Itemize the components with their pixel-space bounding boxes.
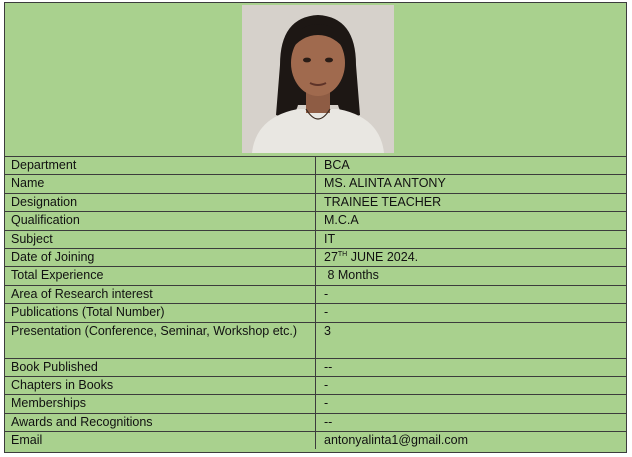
row-label: Subject xyxy=(5,230,316,248)
table-row xyxy=(5,285,626,303)
table-row xyxy=(5,358,626,376)
row-value: M.C.A xyxy=(316,212,627,230)
row-value: 3 xyxy=(316,322,627,358)
table-row xyxy=(5,376,626,394)
row-value: MS. ALINTA ANTONY xyxy=(316,175,627,193)
row-label: Memberships xyxy=(5,395,316,413)
table-row xyxy=(5,413,626,431)
table-row xyxy=(5,157,626,175)
joining-month-year: JUNE 2024. xyxy=(347,249,419,264)
table-row xyxy=(5,432,626,450)
table-row xyxy=(5,193,626,211)
row-value: -- xyxy=(316,358,627,376)
row-label: Qualification xyxy=(5,212,316,230)
row-value: BCA xyxy=(324,158,350,172)
row-value: - xyxy=(316,285,627,303)
row-value: - xyxy=(316,395,627,413)
row-value: TRAINEE TEACHER xyxy=(316,193,627,211)
row-label: Area of Research interest xyxy=(5,285,316,303)
row-label: Name xyxy=(5,175,316,193)
row-label: Book Published xyxy=(5,358,316,376)
joining-day: 27 xyxy=(324,249,338,264)
row-label: Awards and Recognitions xyxy=(5,413,316,431)
table-row xyxy=(5,322,626,358)
profile-table xyxy=(5,157,626,449)
row-value: IT xyxy=(316,230,627,248)
person-portrait-icon xyxy=(242,5,394,153)
row-label: Designation xyxy=(5,193,316,211)
row-label: Email xyxy=(5,432,316,450)
joining-day-suffix: TH xyxy=(337,250,348,258)
row-label: Total Experience xyxy=(5,267,316,285)
table-row xyxy=(5,175,626,193)
row-value: 8 Months xyxy=(316,267,627,285)
photo-cell xyxy=(5,3,626,157)
row-label: Publications (Total Number) xyxy=(5,304,316,322)
row-value xyxy=(316,248,627,266)
table-row xyxy=(5,230,626,248)
row-value: antonyalinta1@gmail.com xyxy=(316,432,627,450)
row-value: - xyxy=(316,376,627,394)
table-row xyxy=(5,212,626,230)
row-label: Chapters in Books xyxy=(5,376,316,394)
row-value: - xyxy=(316,304,627,322)
row-label: Date of Joining xyxy=(5,248,316,266)
row-label: Presentation (Conference, Seminar, Workshop etc.) xyxy=(5,322,316,358)
table-row xyxy=(5,267,626,285)
profile-photo xyxy=(242,5,394,153)
table-row xyxy=(5,248,626,266)
row-label: Department xyxy=(5,157,316,175)
table-row xyxy=(5,395,626,413)
profile-sheet xyxy=(4,2,627,453)
row-value: -- xyxy=(316,413,627,431)
table-row xyxy=(5,304,626,322)
